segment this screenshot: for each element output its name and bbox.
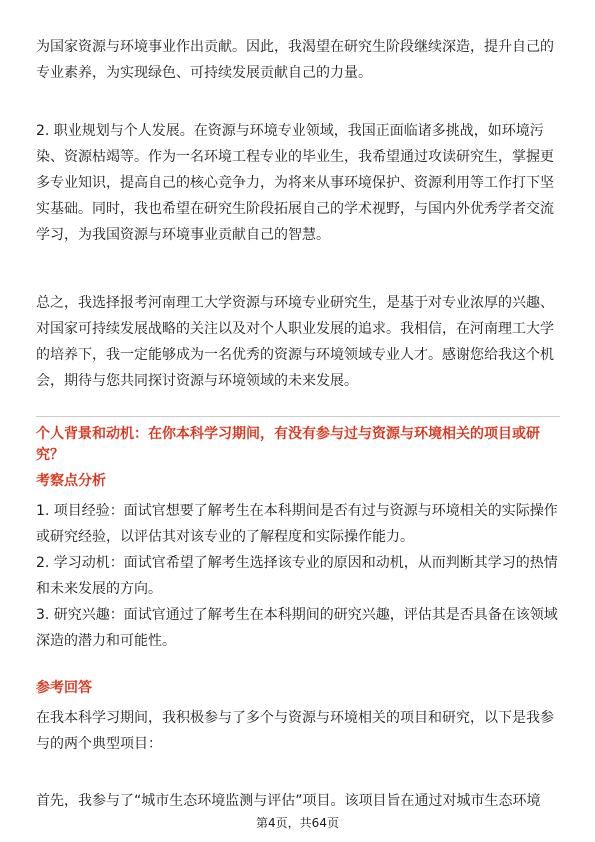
- question-heading: 个人背景和动机：在你本科学习期间，有没有参与过与资源与环境相关的项目或研究？: [36, 426, 540, 463]
- paragraph-career-plan: 2. 职业规划与个人发展。在资源与环境专业领域，我国正面临诸多挑战，如环境污染、资源枯竭等。作为一名环境工程专业的毕业生，我希望通过攻读研究生，掌握更多专业知识，提高自己的核心竞争力，为将来从事环境保护、资源利用等工作打下坚实基础。同时，我也希望在研究生阶段拓展自己的学术视野，与国内外优秀学者交流学习，为我国资源与环境事业贡献自己的智慧。: [36, 123, 554, 243]
- analysis-item: 2. 学习动机：面试官希望了解考生选择该专业的原因和动机，从而判断其学习的热情和未来发展的方向。: [36, 555, 558, 597]
- answer-heading: 参考回答: [36, 680, 92, 696]
- section-divider: [36, 416, 560, 417]
- paragraph-intro: 为国家资源与环境事业作出贡献。因此，我渴望在研究生阶段继续深造，提升自己的专业素养，为实现绿色、可持续发展贡献自己的力量。: [36, 39, 554, 81]
- paragraph-conclusion: 总之，我选择报考河南理工大学资源与环境专业研究生，是基于对专业浓厚的兴趣、对国家可持续发展战略的关注以及对个人职业发展的追求。我相信，在河南理工大学的培养下，我一定能够成为一名优秀的资源与环境领域专业人才。感谢您给我这个机会，期待与您共同探讨资源与环境领域的未来发展。: [36, 295, 554, 389]
- page-number: 第4页，共64页: [256, 816, 339, 830]
- analysis-item: 3. 研究兴趣：面试官通过了解考生在本科期间的研究兴趣，评估其是否具备在该领域深造的潜力和可能性。: [36, 607, 558, 649]
- analysis-list: [36, 498, 560, 654]
- answer-paragraph-continued: 首先，我参与了“城市生态环境监测与评估”项目。该项目旨在通过对城市生态环境: [36, 793, 541, 809]
- answer-paragraph: 在我本科学习期间，我积极参与了多个与资源与环境相关的项目和研究，以下是我参与的两个典型项目：: [36, 710, 554, 752]
- analysis-item: 1. 项目经验：面试官想要了解考生在本科期间是否有过与资源与环境相关的实际操作或研究经验，以评估其对该专业的了解程度和实际操作能力。: [36, 503, 558, 545]
- analysis-heading: 考察点分析: [36, 473, 106, 489]
